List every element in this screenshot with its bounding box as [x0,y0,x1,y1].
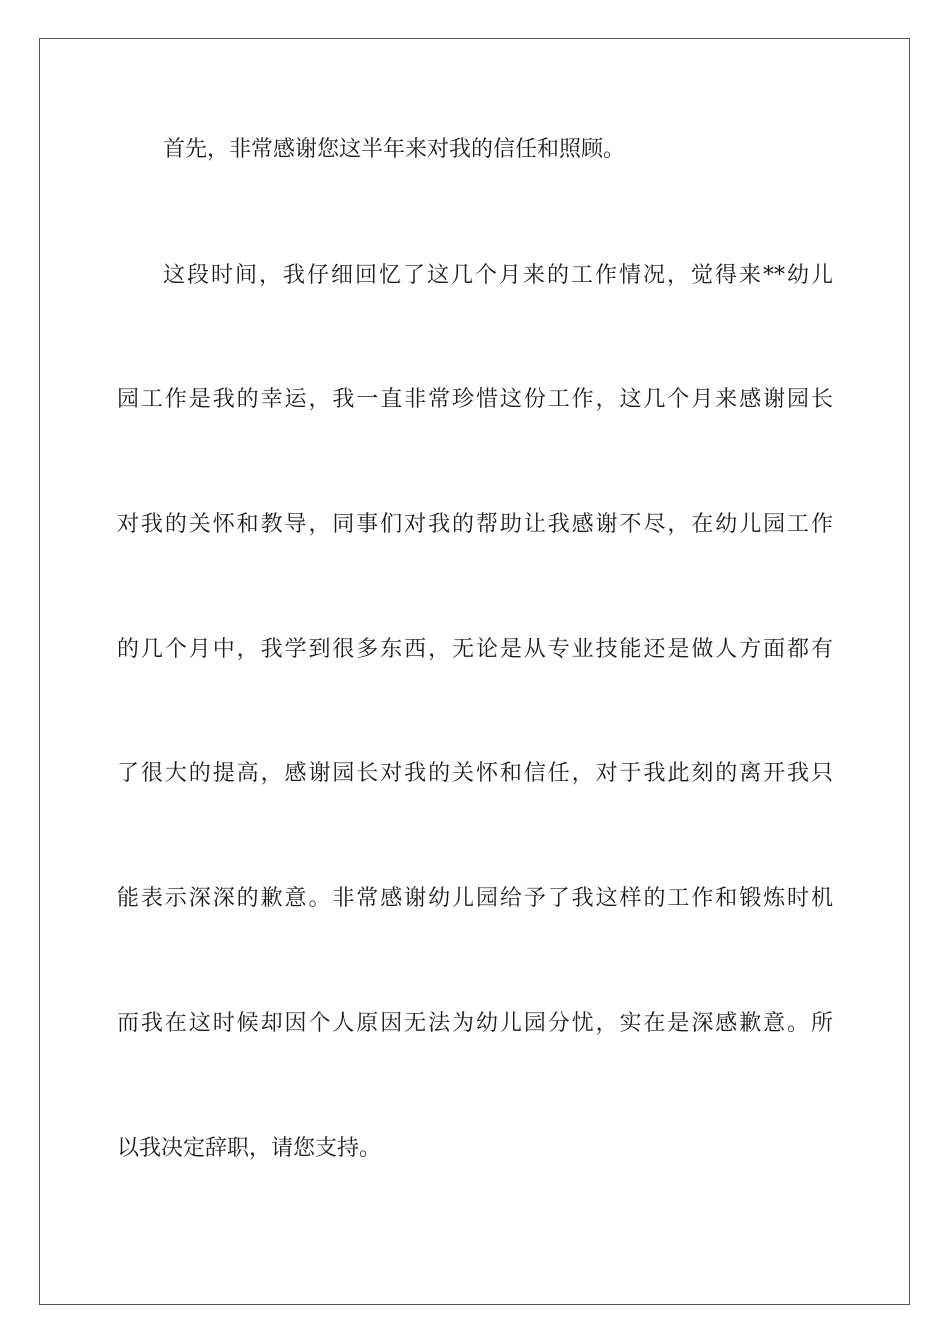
paragraph-2-line-3: 对我的关怀和教导，同事们对我的帮助让我感谢不尽，在幼儿园工作 [117,512,833,537]
paragraph-2-line-1: 这段时间，我仔细回忆了这几个月来的工作情况，觉得来**幼儿 [163,263,833,288]
page-border [39,38,910,1305]
paragraph-2-line-8: 以我决定辞职，请您支持。 [117,1136,382,1161]
paragraph-2-line-4: 的几个月中，我学到很多东西，无论是从专业技能还是做人方面都有 [117,637,833,662]
paragraph-2-line-7: 而我在这时候却因个人原因无法为幼儿园分忧，实在是深感歉意。所 [117,1011,833,1036]
paragraph-1-line-1: 首先，非常感谢您这半年来对我的信任和照顾。 [163,137,626,162]
paragraph-2-line-2: 园工作是我的幸运，我一直非常珍惜这份工作，这几个月来感谢园长 [117,387,833,412]
paragraph-2-line-5: 了很大的提高，感谢园长对我的关怀和信任，对于我此刻的离开我只 [117,761,833,786]
paragraph-2-line-6: 能表示深深的歉意。非常感谢幼儿园给予了我这样的工作和锻炼时机 [117,886,833,911]
